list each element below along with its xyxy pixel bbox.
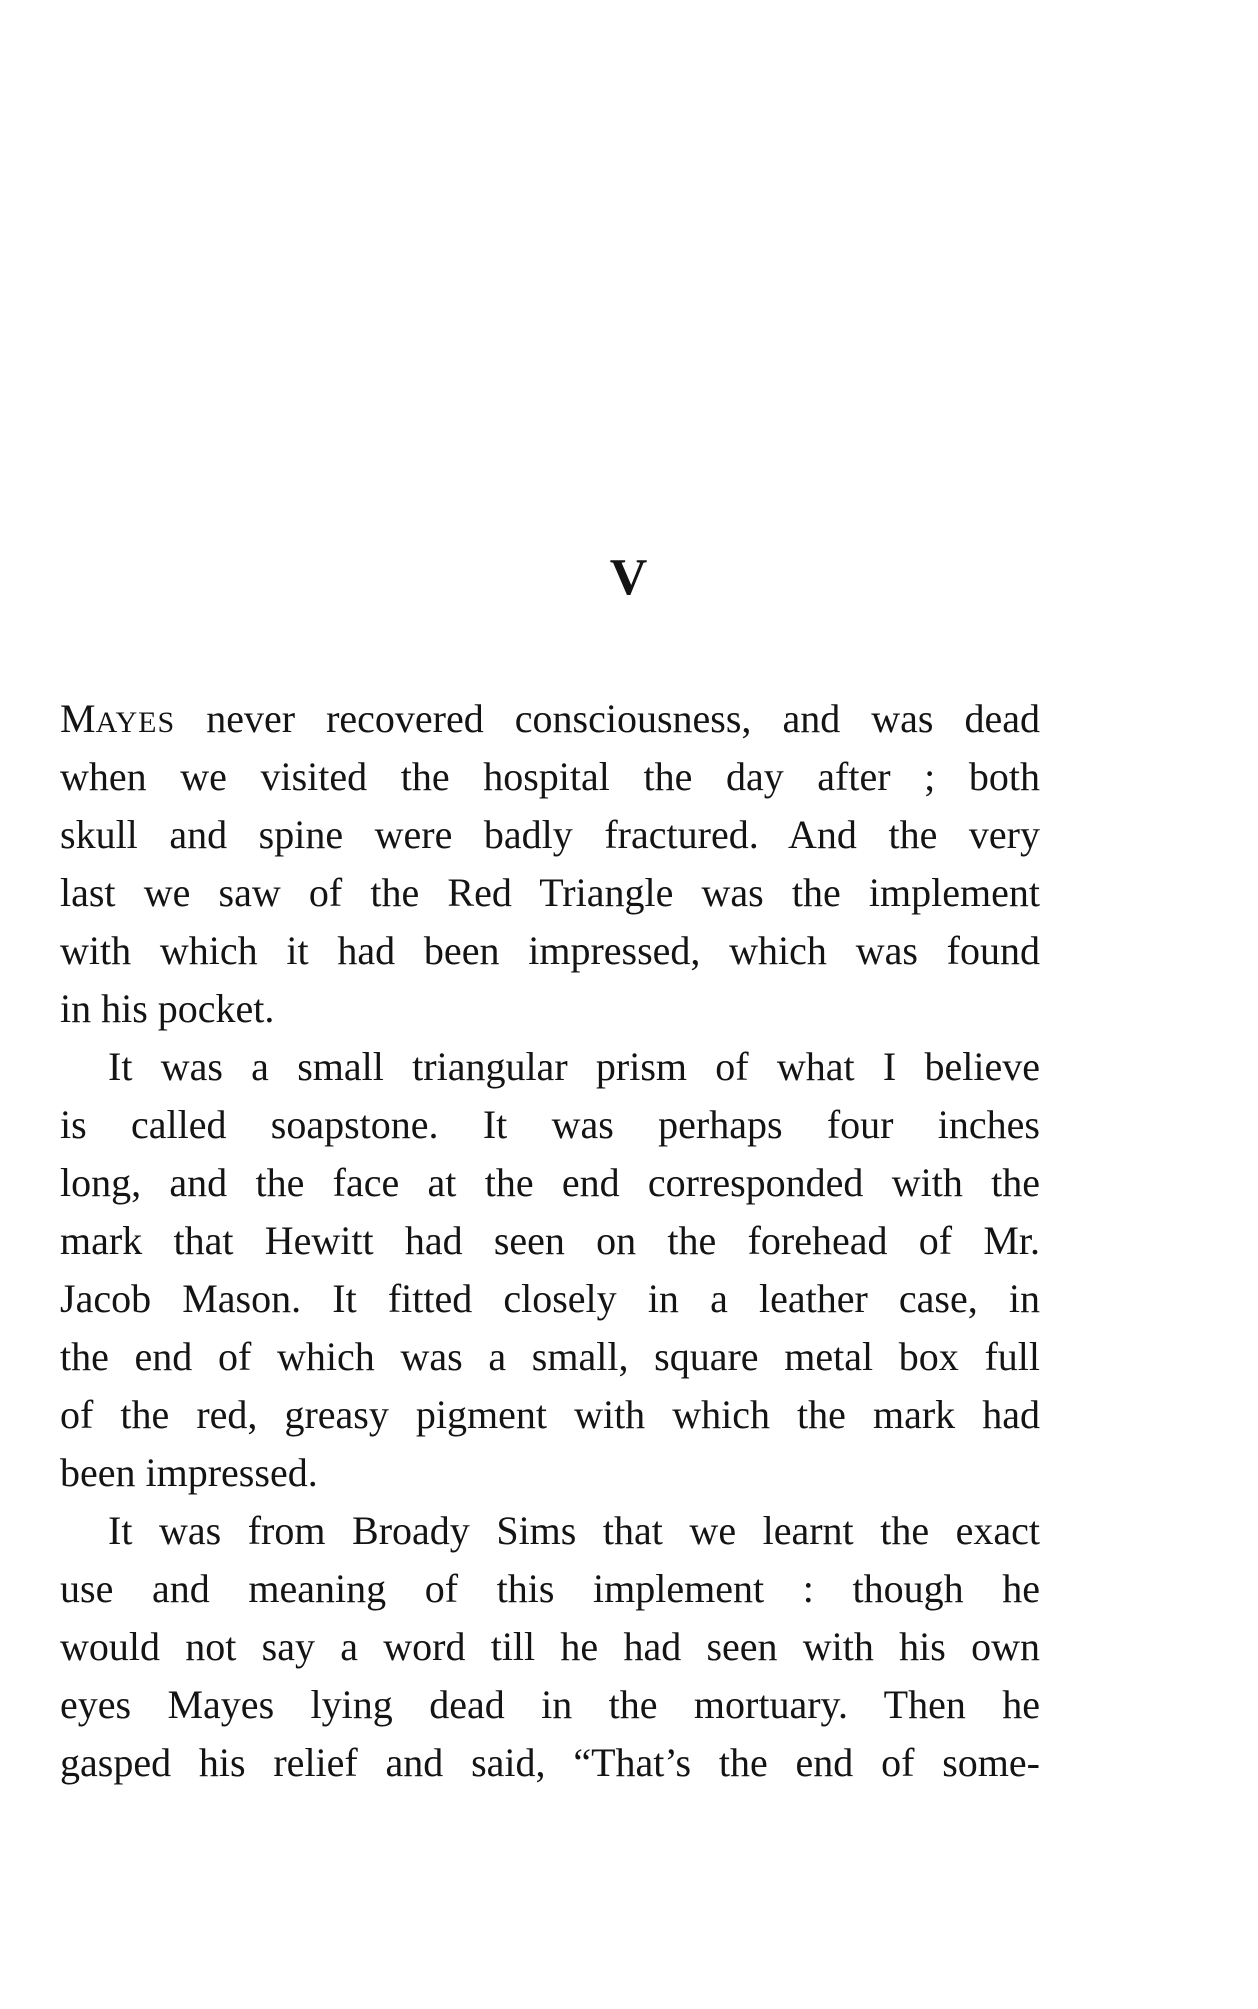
text-line: It was a small triangular prism of what I believe [108, 1044, 1040, 1089]
text-line: long, and the face at the end corresponded with the [60, 1160, 1040, 1205]
chapter-heading: V [609, 549, 649, 606]
text-line: of the red, greasy pigment with which the mark had [60, 1392, 1040, 1437]
drop-smallcap-initial: M [60, 696, 96, 741]
text-line: the end of which was a small, square metal box full [60, 1334, 1040, 1379]
text-line: use and meaning of this implement : though he [60, 1566, 1040, 1611]
text-line: eyes Mayes lying dead in the mortuary. Then he [60, 1682, 1040, 1727]
text-line: last we saw of the Red Triangle was the implement [60, 870, 1040, 915]
text-line: would not say a word till he had seen with his own [60, 1624, 1040, 1669]
text-line: been impressed. [60, 1450, 318, 1495]
text-line: in his pocket. [60, 986, 275, 1031]
text-line: is called soapstone. It was perhaps four inches [60, 1102, 1040, 1147]
text-line: skull and spine were badly fractured. And the very [60, 812, 1040, 857]
smallcap-word: AYES [95, 706, 176, 739]
text-line: when we visited the hospital the day after ; both [60, 754, 1040, 799]
body-text [60, 690, 1040, 1792]
paragraph-3 [60, 1502, 1040, 1792]
line-text: never recovered consciousness, and was dead [175, 696, 1040, 741]
text-line: gasped his relief and said, “That’s the end of some- [60, 1740, 1040, 1785]
text-line: Jacob Mason. It fitted closely in a leather case, in [60, 1276, 1040, 1321]
text-line [60, 690, 1040, 748]
text-line: mark that Hewitt had seen on the forehead of Mr. [60, 1218, 1040, 1263]
text-line: with which it had been impressed, which was found [60, 928, 1040, 973]
paragraph-2 [60, 1038, 1040, 1502]
text-line: It was from Broady Sims that we learnt the exact [108, 1508, 1040, 1553]
paragraph-1 [60, 690, 1040, 1038]
